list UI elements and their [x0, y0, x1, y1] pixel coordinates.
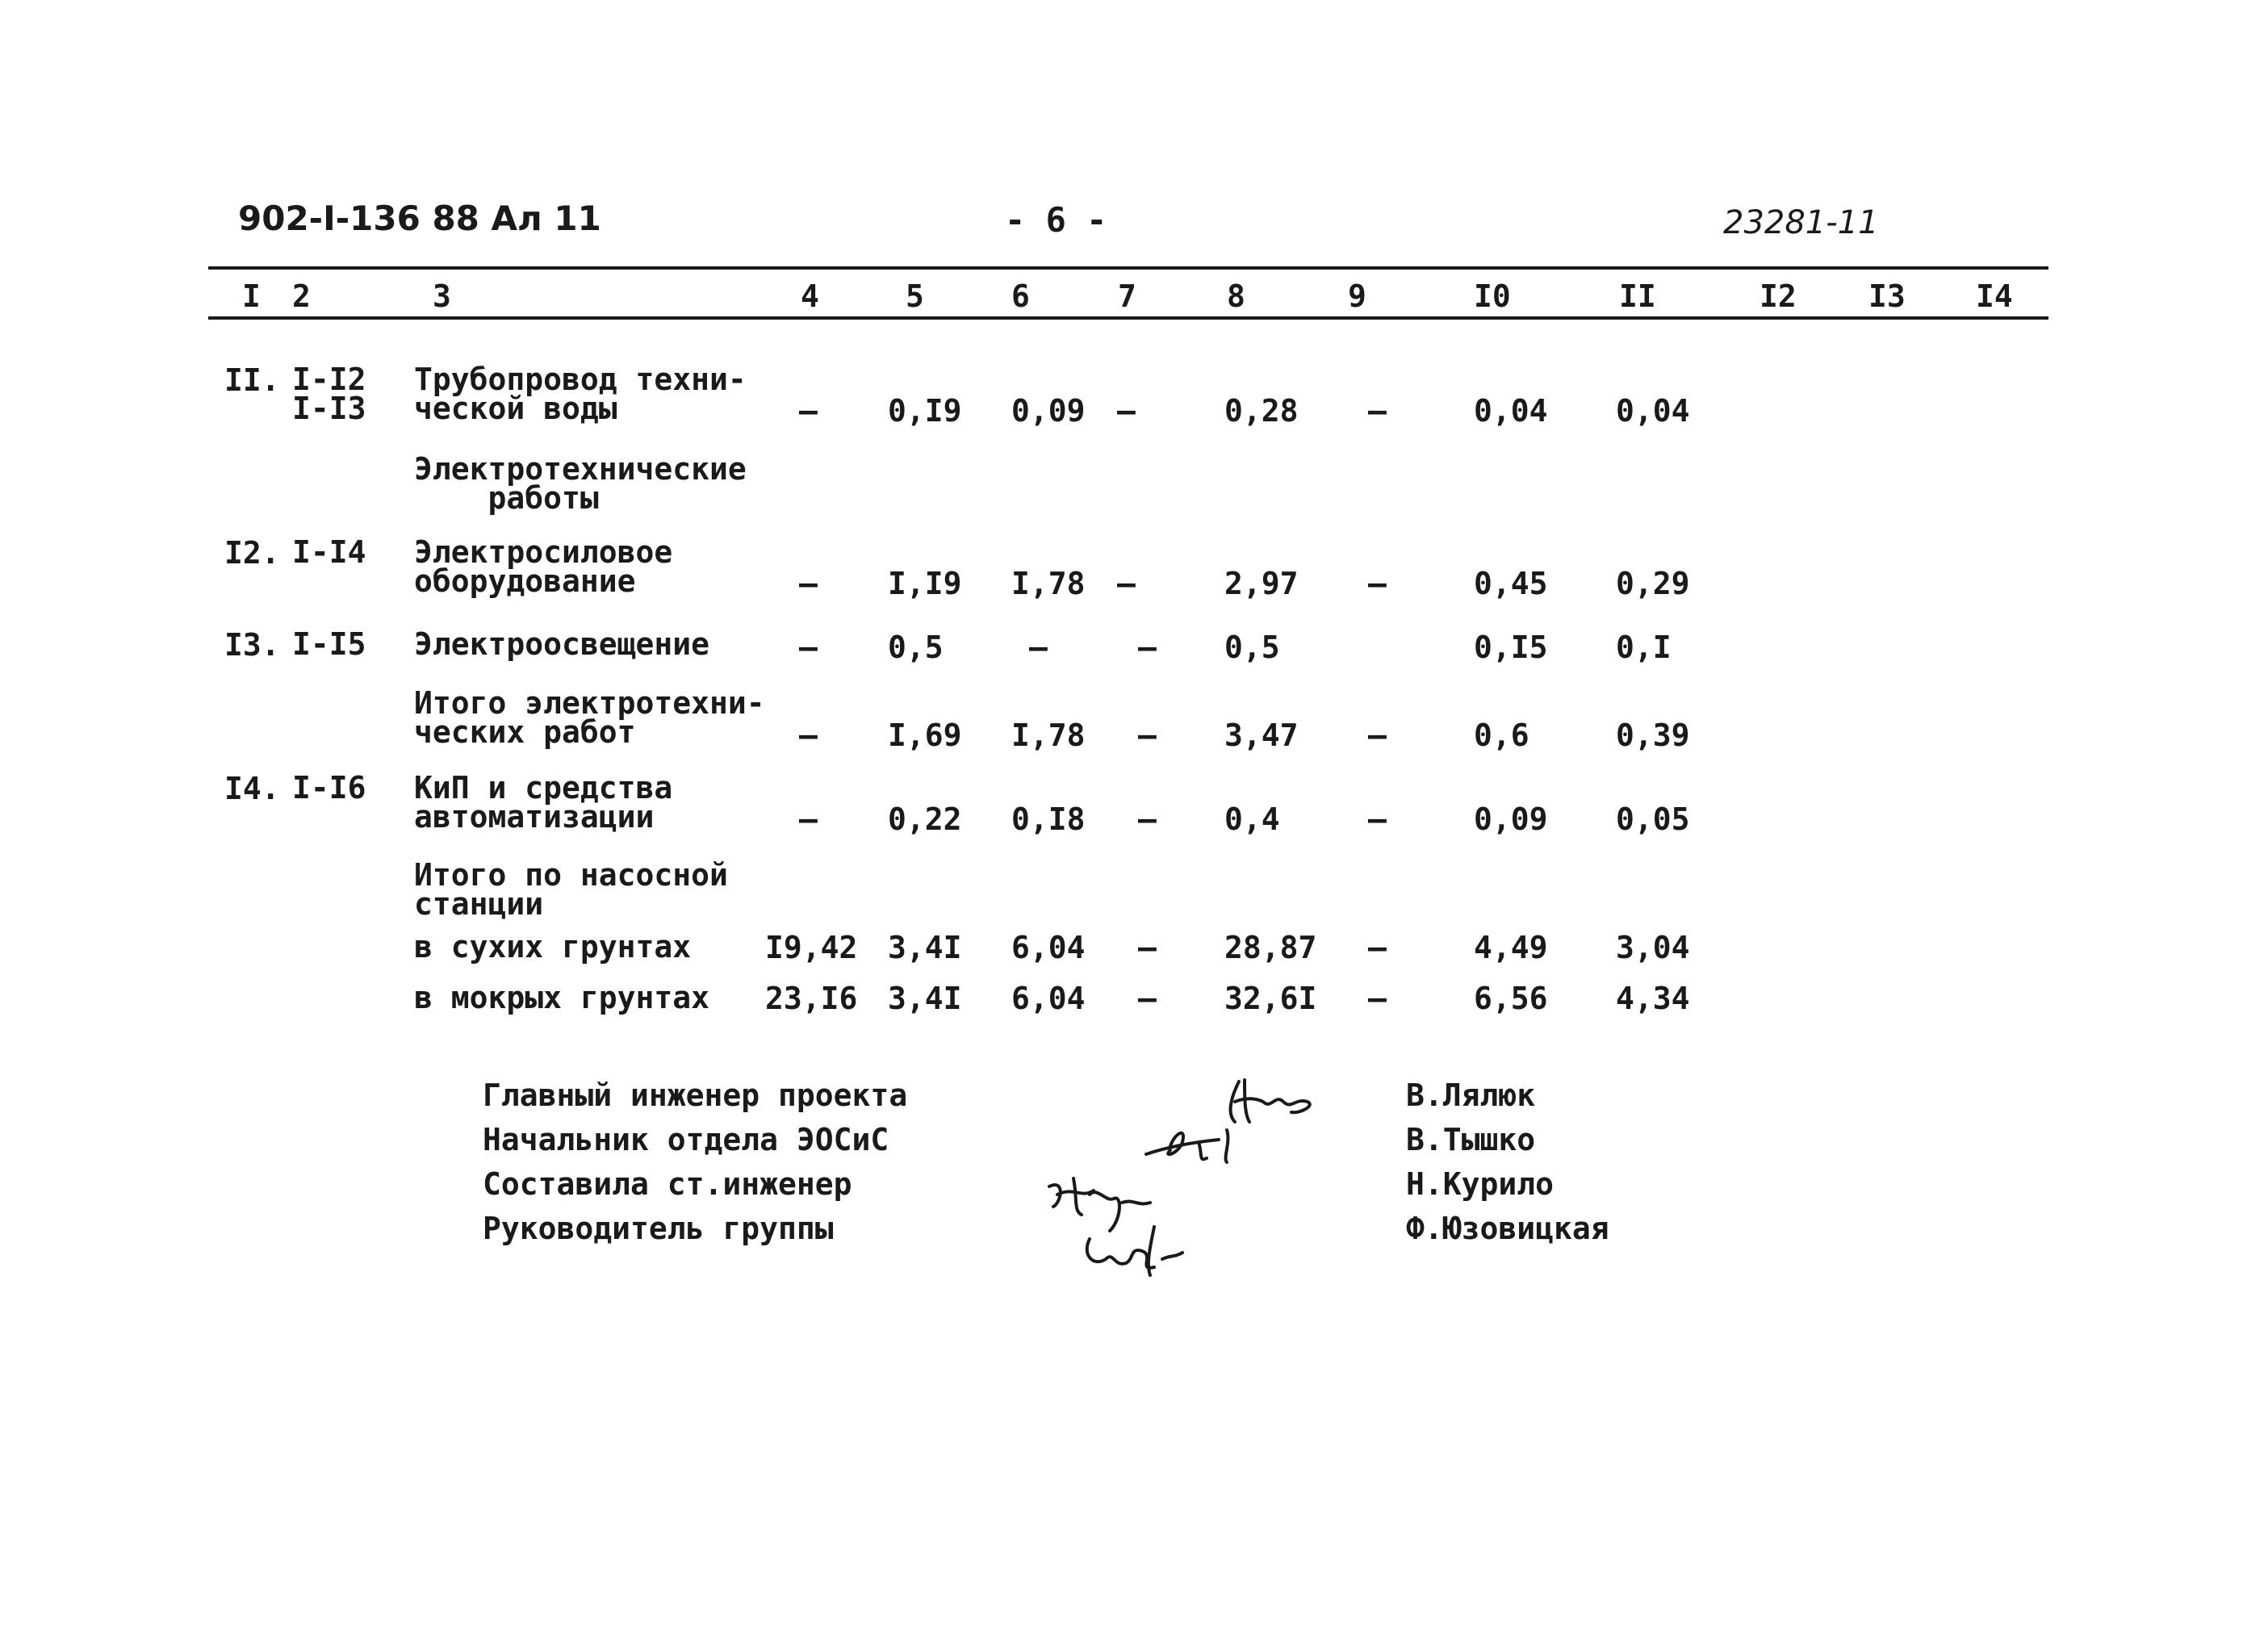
- signatory-name: В.Лялюк: [1406, 1078, 1536, 1113]
- signatory-name: Н.Курило: [1406, 1166, 1555, 1202]
- row-name: в сухих грунтах: [414, 929, 692, 965]
- row-name: Электротехнические работы: [414, 451, 747, 516]
- header-top-rule: [208, 266, 2048, 270]
- cell-c9: –: [1368, 930, 1387, 965]
- column-header: 8: [1227, 278, 1245, 314]
- cell-c6: –: [1029, 630, 1048, 665]
- cell-c10: 4,49: [1474, 930, 1548, 965]
- column-header: 3: [433, 278, 451, 314]
- archive-number: 23281-11: [1723, 204, 1879, 241]
- column-header: 9: [1348, 278, 1366, 314]
- cell-c6: 0,09: [1011, 393, 1086, 429]
- cell-c6: I,78: [1011, 566, 1086, 601]
- cell-c5: I,I9: [888, 566, 962, 601]
- signature-role: Начальник отдела ЭОСиС: [483, 1122, 889, 1157]
- cell-c9: –: [1368, 801, 1387, 837]
- cell-c7: –: [1138, 981, 1157, 1016]
- cell-c11: 0,I: [1616, 630, 1672, 665]
- cell-c10: 0,6: [1474, 718, 1529, 753]
- cell-c4: –: [799, 630, 818, 665]
- cell-c4: –: [799, 718, 818, 753]
- cell-c7: –: [1117, 566, 1136, 601]
- row-name: Электроосвещение: [414, 626, 710, 662]
- signature-stroke: [1146, 1130, 1228, 1162]
- row-name: КиП и средства автоматизации: [414, 770, 673, 835]
- cell-c9: –: [1368, 981, 1387, 1016]
- row-code: I-I4: [292, 534, 366, 570]
- row-number: I4.: [224, 771, 280, 806]
- signature-stroke: [1049, 1178, 1150, 1231]
- cell-c9: –: [1368, 566, 1387, 601]
- cell-c8: 0,5: [1224, 630, 1280, 665]
- handwritten-signatures-image: [1033, 1065, 1388, 1291]
- column-header: 2: [292, 278, 311, 314]
- row-number: I2.: [224, 535, 280, 571]
- signature-stroke: [1087, 1227, 1182, 1275]
- column-header: 4: [801, 278, 819, 314]
- cell-c11: 4,34: [1616, 981, 1690, 1016]
- row-name: Трубопровод техни- ческой воды: [414, 362, 747, 426]
- row-code: I-I5: [292, 626, 366, 662]
- cell-c11: 0,04: [1616, 393, 1690, 429]
- cell-c4: –: [799, 566, 818, 601]
- cell-c8: 32,6I: [1224, 981, 1317, 1016]
- cell-c7: –: [1138, 930, 1157, 965]
- cell-c4: 23,I6: [765, 981, 858, 1016]
- cell-c10: 0,45: [1474, 566, 1548, 601]
- signatory-name: Ф.Юзовицкая: [1406, 1211, 1609, 1246]
- column-header: I0: [1474, 278, 1511, 314]
- row-name: Итого по насосной станции: [414, 857, 728, 922]
- cell-c4: –: [799, 393, 818, 429]
- cell-c5: 0,22: [888, 801, 962, 837]
- header-bottom-rule: [208, 316, 2048, 320]
- signatory-name: В.Тышко: [1406, 1122, 1536, 1157]
- signature-role: Составила ст.инженер: [483, 1166, 852, 1202]
- cell-c5: 3,4I: [888, 981, 962, 1016]
- document-code: 902-I-136 88 Ал 11: [238, 199, 601, 238]
- cell-c5: 0,5: [888, 630, 944, 665]
- column-header: 5: [906, 278, 924, 314]
- page-number: - 6 -: [1005, 200, 1107, 240]
- row-name: в мокрых грунтах: [414, 980, 710, 1015]
- cell-c8: 3,47: [1224, 718, 1299, 753]
- cell-c6: 0,I8: [1011, 801, 1086, 837]
- row-name: Электросиловое оборудование: [414, 534, 673, 599]
- cell-c9: –: [1368, 393, 1387, 429]
- column-header: I2: [1760, 278, 1797, 314]
- column-header: I4: [1976, 278, 2013, 314]
- cell-c10: 6,56: [1474, 981, 1548, 1016]
- row-number: I3.: [224, 627, 280, 663]
- cell-c11: 0,39: [1616, 718, 1690, 753]
- cell-c11: 0,05: [1616, 801, 1690, 837]
- cell-c7: –: [1117, 393, 1136, 429]
- cell-c11: 3,04: [1616, 930, 1690, 965]
- cell-c8: 2,97: [1224, 566, 1299, 601]
- column-header: 7: [1118, 278, 1136, 314]
- cell-c6: 6,04: [1011, 930, 1086, 965]
- cell-c10: 0,I5: [1474, 630, 1548, 665]
- row-name: Итого электротехни- ческих работ: [414, 685, 765, 750]
- cell-c7: –: [1138, 718, 1157, 753]
- cell-c5: 3,4I: [888, 930, 962, 965]
- cell-c8: 0,28: [1224, 393, 1299, 429]
- cell-c9: –: [1368, 718, 1387, 753]
- cell-c10: 0,09: [1474, 801, 1548, 837]
- cell-c11: 0,29: [1616, 566, 1690, 601]
- cell-c4: –: [799, 801, 818, 837]
- row-code: I-I6: [292, 770, 366, 806]
- column-header: 6: [1011, 278, 1030, 314]
- cell-c4: I9,42: [765, 930, 858, 965]
- signature-role: Главный инженер проекта: [483, 1078, 908, 1113]
- signature-stroke: [1231, 1080, 1310, 1122]
- cell-c7: –: [1138, 630, 1157, 665]
- column-header: I3: [1868, 278, 1906, 314]
- column-header: I: [242, 278, 261, 314]
- signature-role: Руководитель группы: [483, 1211, 834, 1246]
- cell-c5: 0,I9: [888, 393, 962, 429]
- row-code: I-I2 I-I3: [292, 362, 366, 426]
- cell-c8: 28,87: [1224, 930, 1317, 965]
- cell-c5: I,69: [888, 718, 962, 753]
- cell-c10: 0,04: [1474, 393, 1548, 429]
- cell-c8: 0,4: [1224, 801, 1280, 837]
- cell-c6: I,78: [1011, 718, 1086, 753]
- column-header: II: [1619, 278, 1656, 314]
- cell-c6: 6,04: [1011, 981, 1086, 1016]
- cell-c7: –: [1138, 801, 1157, 837]
- row-number: II.: [224, 362, 280, 398]
